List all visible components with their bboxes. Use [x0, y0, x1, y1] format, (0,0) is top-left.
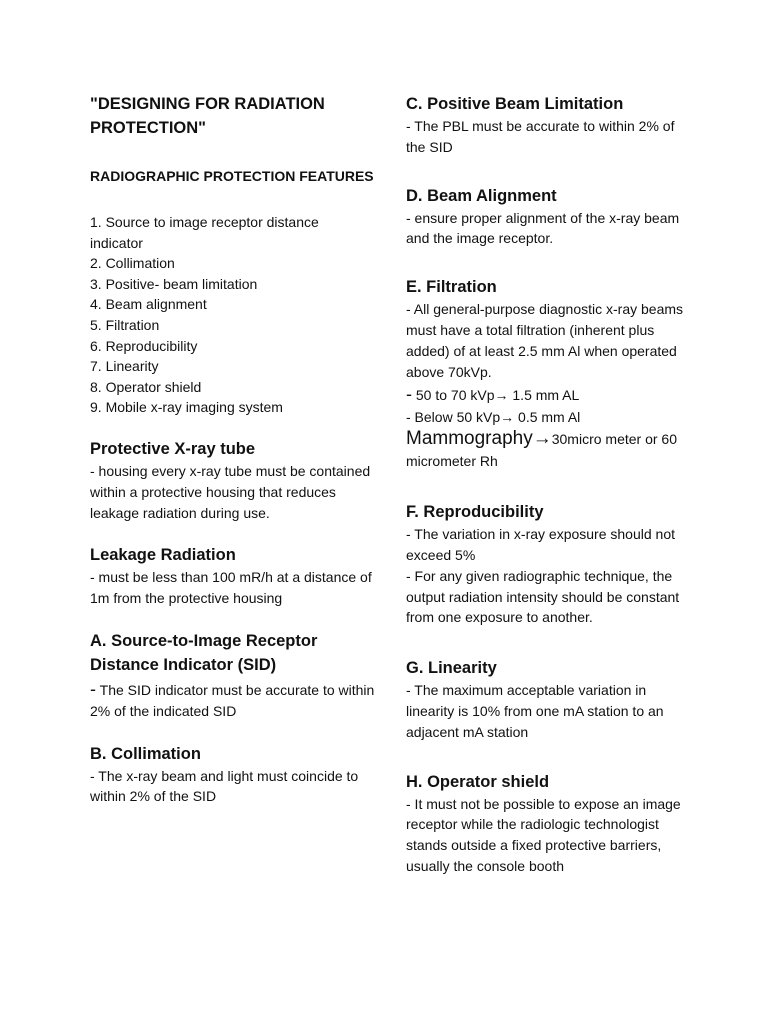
leakage-section	[90, 543, 375, 609]
protective-tube-heading: Protective X-ray tube	[90, 439, 256, 458]
alignment-section	[406, 184, 696, 250]
mammography-label: Mammography→	[406, 428, 552, 450]
document-title: "DESIGNING FOR RADIATION PROTECTION"	[90, 95, 325, 137]
list-item: 7. Linearity	[90, 358, 159, 375]
protective-tube-section	[90, 437, 375, 523]
alignment-text: - ensure proper alignment of the x-ray beam and the image receptor.	[406, 209, 680, 247]
reproducibility-text-2: - For any given radiographic technique, the output radiation intensity should be constant from one exposure to another.	[406, 567, 680, 626]
reproducibility-heading: F. Reproducibility	[406, 503, 544, 522]
filtration-section	[406, 275, 696, 472]
filtration-range-1-text: 50 to 70 kVp→ 1.5 mm AL	[412, 387, 580, 404]
operator-heading: H. Operator shield	[406, 772, 550, 791]
filtration-range-2: - Below 50 kVp→ 0.5 mm Al	[406, 409, 581, 426]
list-item: 9. Mobile x-ray imaging system	[90, 399, 283, 416]
collimation-section	[90, 742, 375, 808]
list-item: 8. Operator shield	[90, 378, 202, 395]
section-subtitle: RADIOGRAPHIC PROTECTION FEATURES	[90, 168, 374, 184]
pbl-text: - The PBL must be accurate to within 2% of the SID	[406, 118, 675, 155]
leakage-text: - must be less than 100 mR/h at a distance of 1m from the protective housing	[90, 569, 372, 607]
sid-dash: -	[90, 678, 96, 699]
list-item: 3. Positive- beam limitation	[90, 275, 258, 292]
reproducibility-text-1: - The variation in x-ray exposure should not exceed 5%	[406, 526, 675, 563]
filtration-heading: E. Filtration	[406, 278, 497, 297]
filtration-range-1	[406, 382, 696, 407]
pbl-heading: C. Positive Beam Limitation	[406, 95, 624, 113]
collimation-text: - The x-ray beam and light must coincide to within 2% of the SID	[90, 767, 359, 805]
sid-heading: A. Source-to-Image Receptor Distance Indicator (SID)	[90, 631, 318, 674]
list-item: 5. Filtration	[90, 316, 160, 333]
pbl-section	[406, 92, 696, 158]
filtration-text: - All general-purpose diagnostic x-ray beams must have a total filtration (inherent plus added) of at least 2.5 mm Al when operated above 70kVp.	[406, 301, 684, 380]
sid-text-block	[90, 679, 375, 722]
protective-tube-text: - housing every x-ray tube must be contained within a protective housing that reduces leakage radiation during use.	[90, 462, 371, 521]
list-item: 1. Source to image receptor distance indicator	[90, 214, 319, 251]
filtration-dash: -	[406, 384, 412, 405]
right-column	[406, 92, 696, 877]
linearity-section	[406, 656, 696, 742]
list-item: 2. Collimation	[90, 255, 175, 272]
operator-text: - It must not be possible to expose an image receptor while the radiologic technologist stands outside a fixed protective barriers, usually the console booth	[406, 795, 681, 874]
sid-section	[90, 629, 375, 722]
collimation-heading: B. Collimation	[90, 744, 201, 763]
leakage-heading: Leakage Radiation	[90, 546, 236, 565]
linearity-text: - The maximum acceptable variation in linearity is 10% from one mA station to an adjacent mA station	[406, 682, 664, 740]
mammography-line	[406, 428, 696, 472]
list-item: 4. Beam alignment	[90, 296, 207, 313]
features-list	[90, 212, 375, 418]
operator-section	[406, 770, 696, 877]
reproducibility-section	[406, 500, 696, 628]
list-item: 6. Reproducibility	[90, 337, 198, 354]
mammography-text: 30micro meter or 60 micrometer Rh	[406, 431, 677, 470]
left-column	[90, 92, 375, 807]
sid-text: The SID indicator must be accurate to within 2% of the indicated SID	[90, 681, 375, 719]
alignment-heading: D. Beam Alignment	[406, 186, 557, 205]
linearity-heading: G. Linearity	[406, 659, 497, 678]
